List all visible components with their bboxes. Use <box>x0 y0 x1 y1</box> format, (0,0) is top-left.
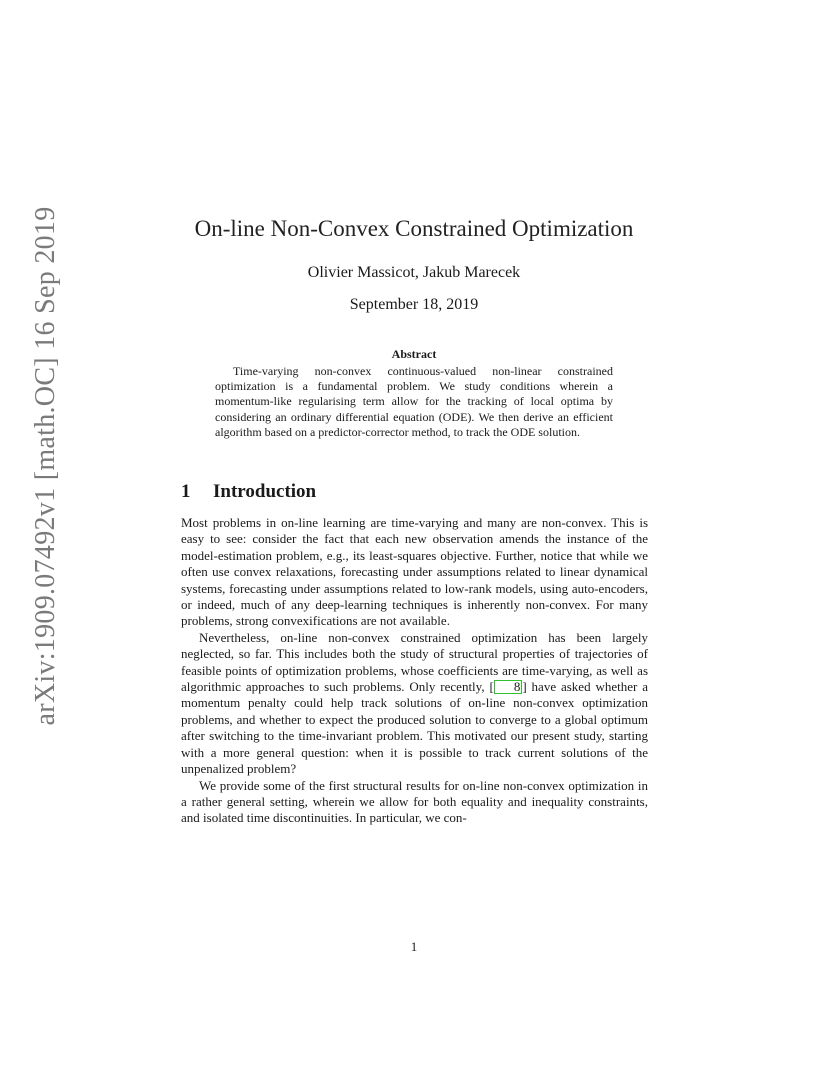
paper-title: On-line Non-Convex Constrained Optimization <box>194 216 634 241</box>
paragraph-1: Most problems in on-line learning are time-varying and many are non-convex. This is easy to see: consider the fact that each new observation amends the instance of the model-estimation problem, e.g., its least-squares objective. Further, notice that while we often use convex relaxations, forecasting under assumptions related to linear dynamical systems, forecasting under assumptions related to low-rank models, using auto-encoders, or indeed, much of any deep-learning techniques is inherently non-convex. For many problems, strong convexifications are not available. <box>181 515 648 629</box>
paragraph-2-text-after: have asked whether a momentum penalty could help track solutions of on-line non-convex optimization problems, and whether to expect the produced solution to converge to a global optimum after switching to the time-invariant problem. This motivated our present study, starting with a more general question: when it is possible to track current solutions of the unpenalized problem? <box>181 679 648 777</box>
citation-link[interactable]: [ 8 ] <box>489 679 527 695</box>
paragraph-3: We provide some of the first structural results for on-line non-convex optimization in a rather general setting, wherein we allow for both equality and inequality constraints, and isolated time discontinuities. In particular, we con- <box>181 777 648 826</box>
section-heading-introduction <box>181 481 316 503</box>
arxiv-identifier-stamp: arXiv:1909.07492v1 [math.OC] 16 Sep 2019 <box>30 206 61 726</box>
paper-date: September 18, 2019 <box>349 296 479 313</box>
paragraph-2-text-before: Nevertheless, on-line non-convex constrained optimization has been largely neglected, so far. This includes both the study of structural properties of trajectories of feasible points of optimization problems, whose coefficients are time-varying, as well as algorithmic approaches to such problems. Only recently, <box>181 629 648 695</box>
introduction-body <box>181 515 648 827</box>
section-number: 1 <box>181 481 191 502</box>
abstract-heading: Abstract <box>391 347 437 361</box>
abstract-text: Time-varying non-convex continuous-valued non-linear constrained optimization is a fundamental problem. We study conditions wherein a momentum-like regularising term allow for the tracking of local optima by considering an ordinary differential equation (ODE). We then derive an efficient algorithm based on a predictor-corrector method, to track the ODE solution. <box>215 364 613 439</box>
section-title: Introduction <box>213 481 317 502</box>
citation-number[interactable]: 8 <box>494 680 523 694</box>
paragraph-2 <box>181 630 648 778</box>
page-number: 1 <box>410 939 418 954</box>
paper-authors: Olivier Massicot, Jakub Marecek <box>307 264 521 281</box>
